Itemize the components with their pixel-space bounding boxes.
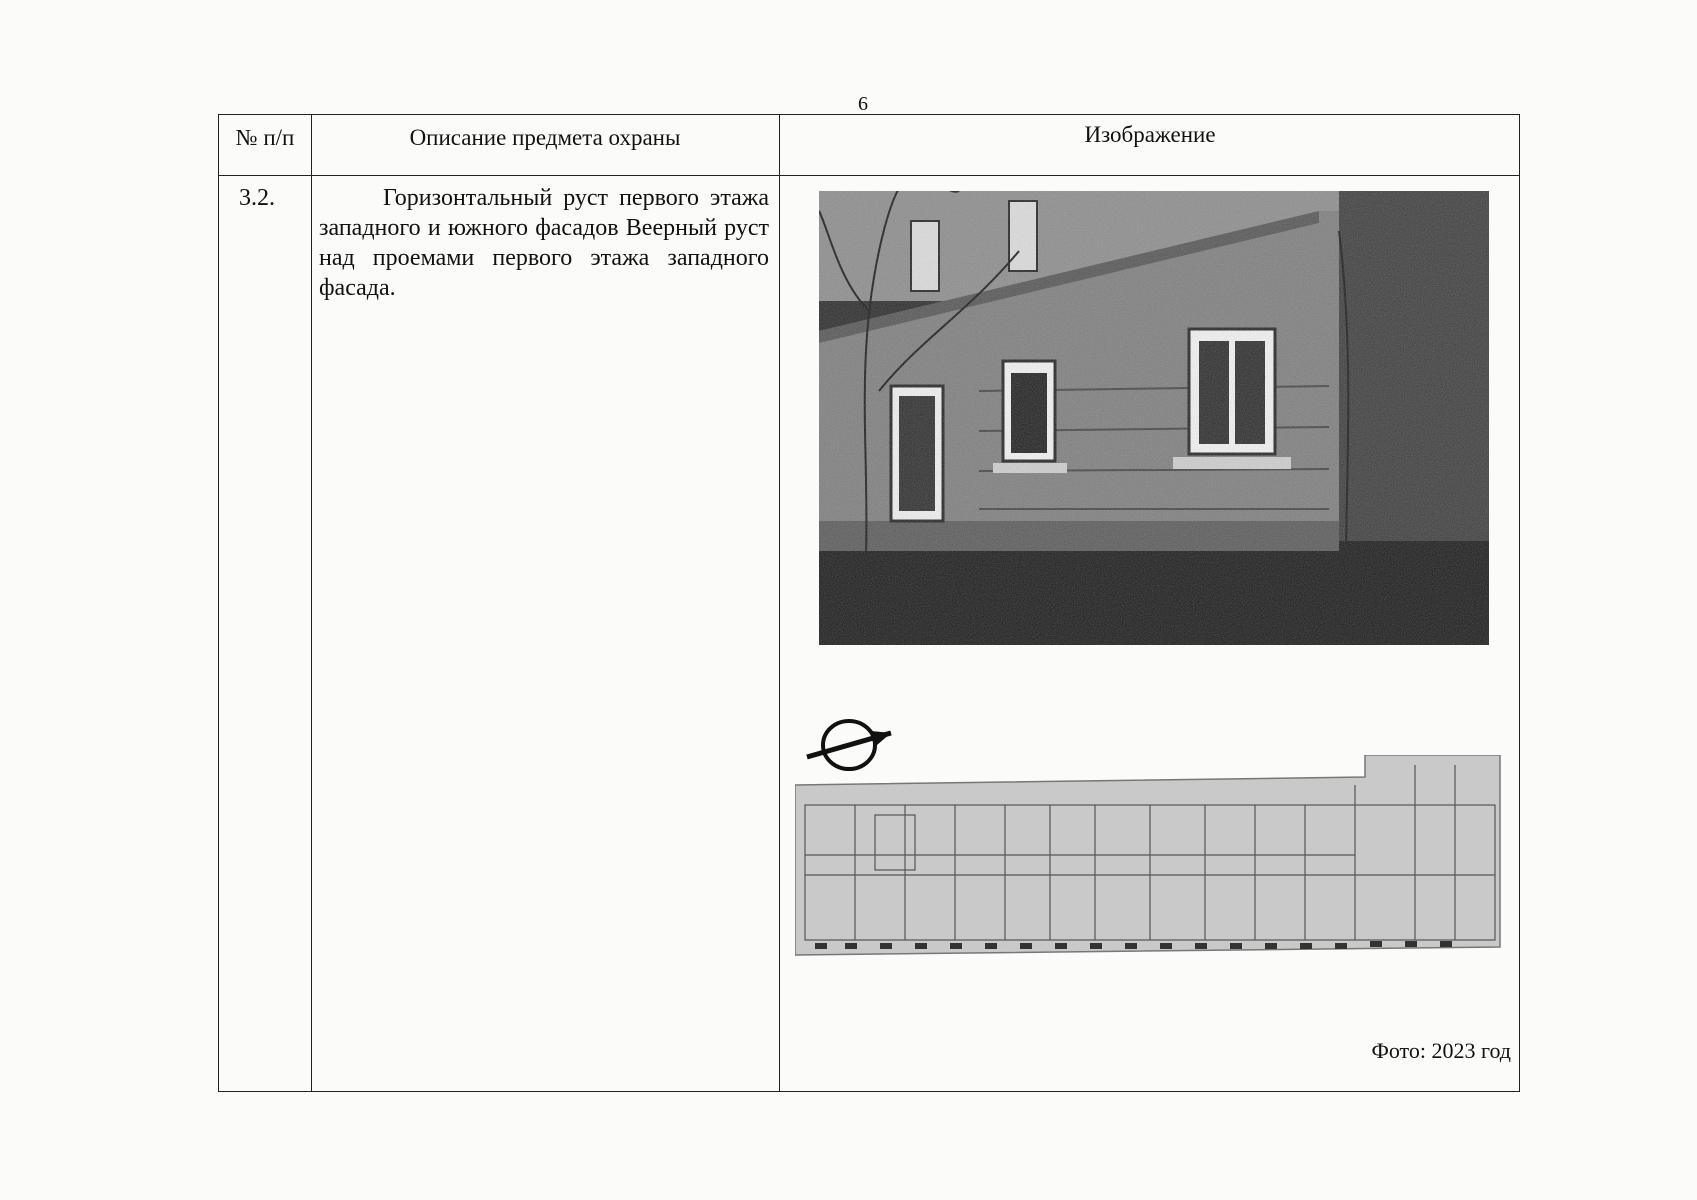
photo-caption: Фото: 2023 год [1371, 1038, 1511, 1063]
column-divider [779, 115, 780, 1091]
column-divider [311, 115, 312, 1091]
header-divider [219, 175, 1519, 176]
row-description: Горизонтальный руст первого этажа западного и южного фасадов Веерный руст над проемами первого этажа западного фасада. [319, 185, 769, 301]
header-image: Изображение [1084, 122, 1216, 147]
facade-photo [819, 191, 1489, 645]
header-description: Описание предмета охраны [409, 125, 681, 150]
row-number: 3.2. [239, 185, 275, 211]
floor-plan-image [795, 755, 1505, 971]
header-number: № п/п [235, 125, 295, 150]
page-number: 6 [858, 93, 868, 115]
protection-subject-table [218, 114, 1520, 1092]
